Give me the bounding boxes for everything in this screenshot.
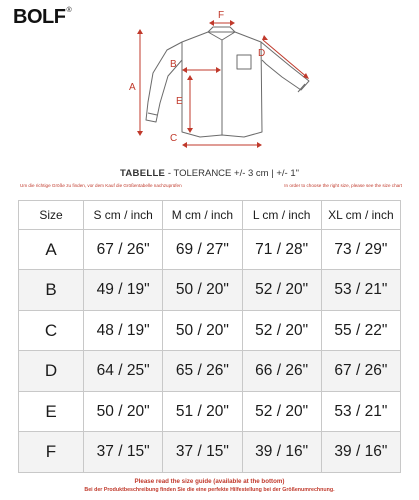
table-cell: 52 / 20" xyxy=(242,391,321,432)
size-table-heading xyxy=(0,168,419,179)
header-l: L cm / inch xyxy=(242,201,321,230)
table-cell: 50 / 20" xyxy=(163,310,242,351)
left-cuff xyxy=(148,113,157,115)
header-xl: XL cm / inch xyxy=(321,201,400,230)
table-cell: 51 / 20" xyxy=(163,391,242,432)
left-sleeve xyxy=(146,42,182,122)
table-row xyxy=(19,270,401,311)
table-cell: 73 / 29" xyxy=(321,229,400,270)
table-header-row xyxy=(19,201,401,230)
row-label: F xyxy=(19,432,84,473)
label-d: D xyxy=(258,48,266,59)
label-b: B xyxy=(170,59,177,70)
footer-note-en: Please read the size guide (available at the bottom) xyxy=(134,478,285,485)
row-label: B xyxy=(19,270,84,311)
label-f: F xyxy=(218,10,225,21)
table-cell: 67 / 26" xyxy=(84,229,163,270)
collar xyxy=(208,27,235,40)
header-m: M cm / inch xyxy=(163,201,242,230)
label-a: A xyxy=(129,82,136,93)
table-cell: 67 / 26" xyxy=(321,351,400,392)
right-sleeve xyxy=(261,42,309,90)
table-cell: 55 / 22" xyxy=(321,310,400,351)
table-row xyxy=(19,310,401,351)
table-row xyxy=(19,432,401,473)
table-cell: 53 / 21" xyxy=(321,270,400,311)
table-cell: 52 / 20" xyxy=(242,310,321,351)
table-row xyxy=(19,391,401,432)
table-row xyxy=(19,351,401,392)
heading-title: TABELLE xyxy=(120,168,166,179)
table-cell: 64 / 25" xyxy=(84,351,163,392)
shirt-diagram-svg xyxy=(110,10,335,160)
label-e: E xyxy=(176,96,183,107)
table-cell: 50 / 20" xyxy=(163,270,242,311)
table-cell: 37 / 15" xyxy=(163,432,242,473)
table-cell: 48 / 19" xyxy=(84,310,163,351)
shirt-outline xyxy=(146,27,309,137)
table-cell: 53 / 21" xyxy=(321,391,400,432)
table-cell: 71 / 28" xyxy=(242,229,321,270)
header-s: S cm / inch xyxy=(84,201,163,230)
size-chart-table xyxy=(18,200,401,473)
label-c: C xyxy=(170,133,178,144)
row-label: C xyxy=(19,310,84,351)
note-english: In order to choose the right size, please see the size chart xyxy=(284,183,402,188)
shirt-measurement-diagram xyxy=(110,10,335,160)
row-label: A xyxy=(19,229,84,270)
footer-note-de: Bei der Produktbeschreibung finden Sie die eine perfekte Hilfestellung bei der Größenumrechnung. xyxy=(84,487,335,493)
brand-logo-text: BOLF xyxy=(13,6,66,28)
header-size: Size xyxy=(19,201,84,230)
table-cell: 65 / 26" xyxy=(163,351,242,392)
measurement-labels xyxy=(129,10,265,144)
row-label: D xyxy=(19,351,84,392)
heading-separator: - xyxy=(165,168,174,179)
table-cell: 69 / 27" xyxy=(163,229,242,270)
table-cell: 39 / 16" xyxy=(242,432,321,473)
table-row xyxy=(19,229,401,270)
heading-tolerance: TOLERANCE +/- 3 cm | +/- 1" xyxy=(173,168,299,179)
note-german: Um die richtige Größe zu finden, vor dem Kauf die Größentabelle nachzuprüfen xyxy=(20,183,182,188)
table-cell: 66 / 26" xyxy=(242,351,321,392)
measure-line-d xyxy=(263,40,308,78)
table-cell: 50 / 20" xyxy=(84,391,163,432)
registered-mark: ® xyxy=(66,7,72,14)
brand-logo xyxy=(13,6,71,29)
table-cell: 37 / 15" xyxy=(84,432,163,473)
right-cuff xyxy=(298,84,305,92)
row-label: E xyxy=(19,391,84,432)
table-cell: 52 / 20" xyxy=(242,270,321,311)
table-cell: 39 / 16" xyxy=(321,432,400,473)
pocket xyxy=(237,55,251,69)
table-cell: 49 / 19" xyxy=(84,270,163,311)
